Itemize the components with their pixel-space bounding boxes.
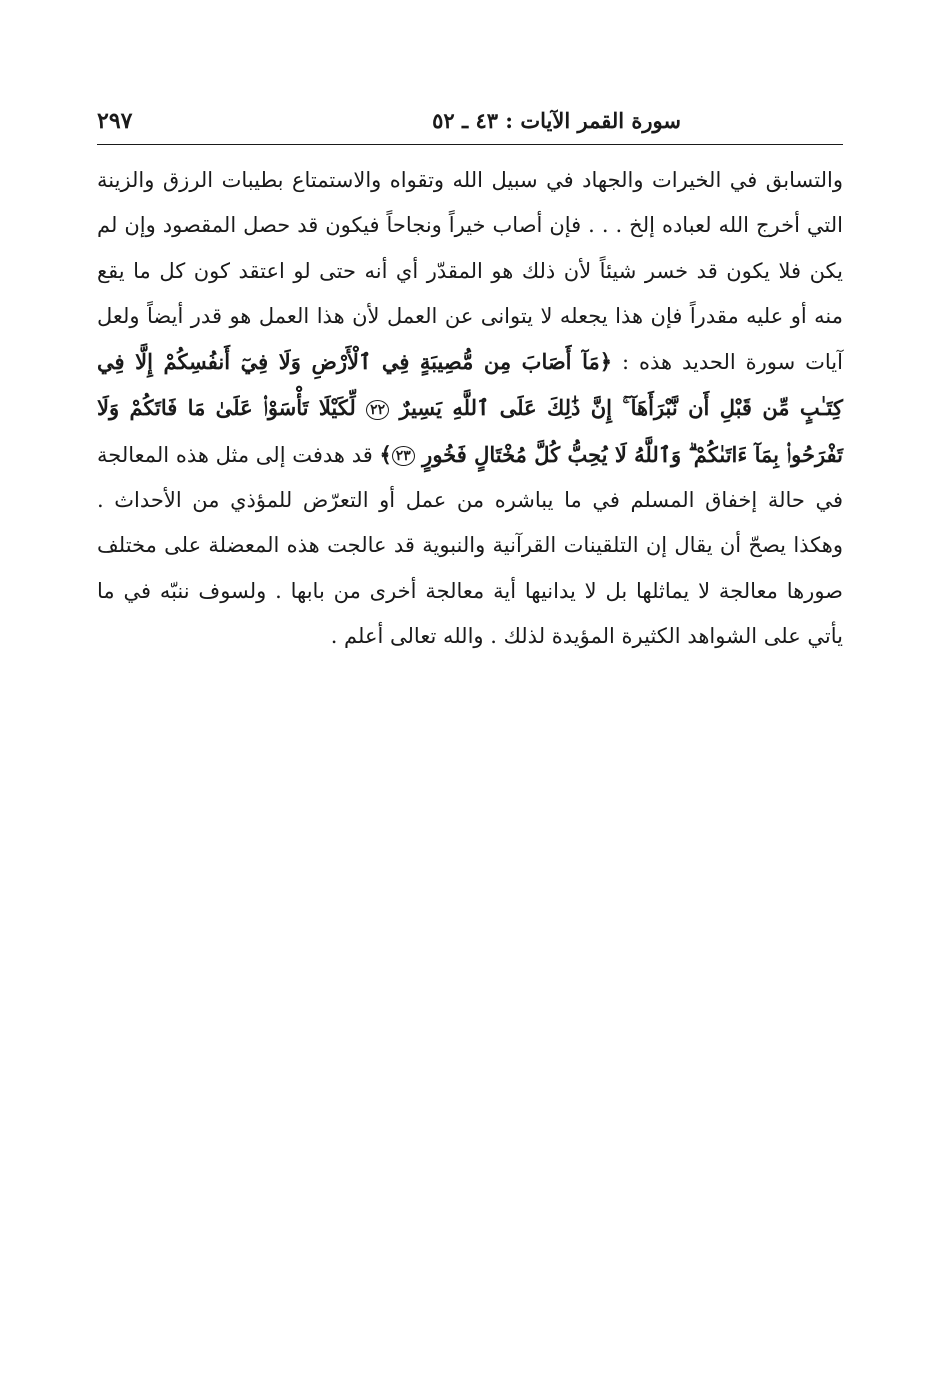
quran-close-bracket: ﴾ — [379, 441, 392, 467]
body-paragraph — [97, 158, 843, 659]
running-header — [97, 108, 843, 142]
header-title: سورة القمر الآيات : ٤٣ ـ ٥٢ — [432, 108, 681, 133]
quran-open-bracket: ﴿ — [599, 349, 613, 375]
intro-text: والتسابق في الخيرات والجهاد في سبيل الله وتقواه والاستمتاع بطيبات الرزق والزينة التي أخرج الله لعباده إلخ . . . فإن أصاب خيراً ونجاحاً فيكون قد حصل المقصود وإن لم يكن فلا يكون قد خسر شيئاً لأن ذلك هو المقدّر أي أنه حتى لو اعتقد كون كل ما يقع منه أو عليه مقدراً فإن هذا يجعله لا يتوانى عن العمل لأن هذا العمل هو قدر أيضاً ولعل آيات سورة الحديد هذه : — [97, 168, 843, 375]
header-divider — [97, 144, 843, 145]
page-number: ٢٩٧ — [97, 108, 133, 134]
ayah-number-22: ٢٢ — [366, 400, 389, 420]
conclusion-text: قد هدفت إلى مثل هذه المعالجة في حالة إخفاق المسلم في ما يباشره من عمل أو التعرّض للمؤذي من الأحداث . وهكذا يصحّ أن يقال إن التلقينات القرآنية والنبوية قد عالجت هذه المعضلة على مختلف صورها معالجة لا يماثلها بل لا يدانيها أية معالجة أخرى من بابها . ولسوف ننبّه في ما يأتي على الشواهد الكثيرة المؤيدة لذلك . والله تعالى أعلم . — [97, 442, 843, 648]
quran-ayah-23: لِّكَيْلَا تَأْسَوْا۟ عَلَىٰ مَا فَاتَكُمْ وَلَا تَفْرَحُوا۟ بِمَآ ءَاتَىٰكُمْ ۗ وَٱللَّهُ لَا يُحِبُّ كُلَّ مُخْتَالٍ فَخُورٍ — [97, 395, 843, 467]
quran-ayah-22: مَآ أَصَابَ مِن مُّصِيبَةٍ فِي ٱلْأَرْضِ وَلَا فِيٓ أَنفُسِكُمْ إِلَّا فِي كِتَـٰبٍ مِّن قَبْلِ أَن نَّبْرَأَهَآ ۚ إِنَّ ذَٰلِكَ عَلَى ٱللَّهِ يَسِيرٌ — [97, 349, 844, 421]
ayah-number-23: ٢٣ — [392, 446, 415, 466]
